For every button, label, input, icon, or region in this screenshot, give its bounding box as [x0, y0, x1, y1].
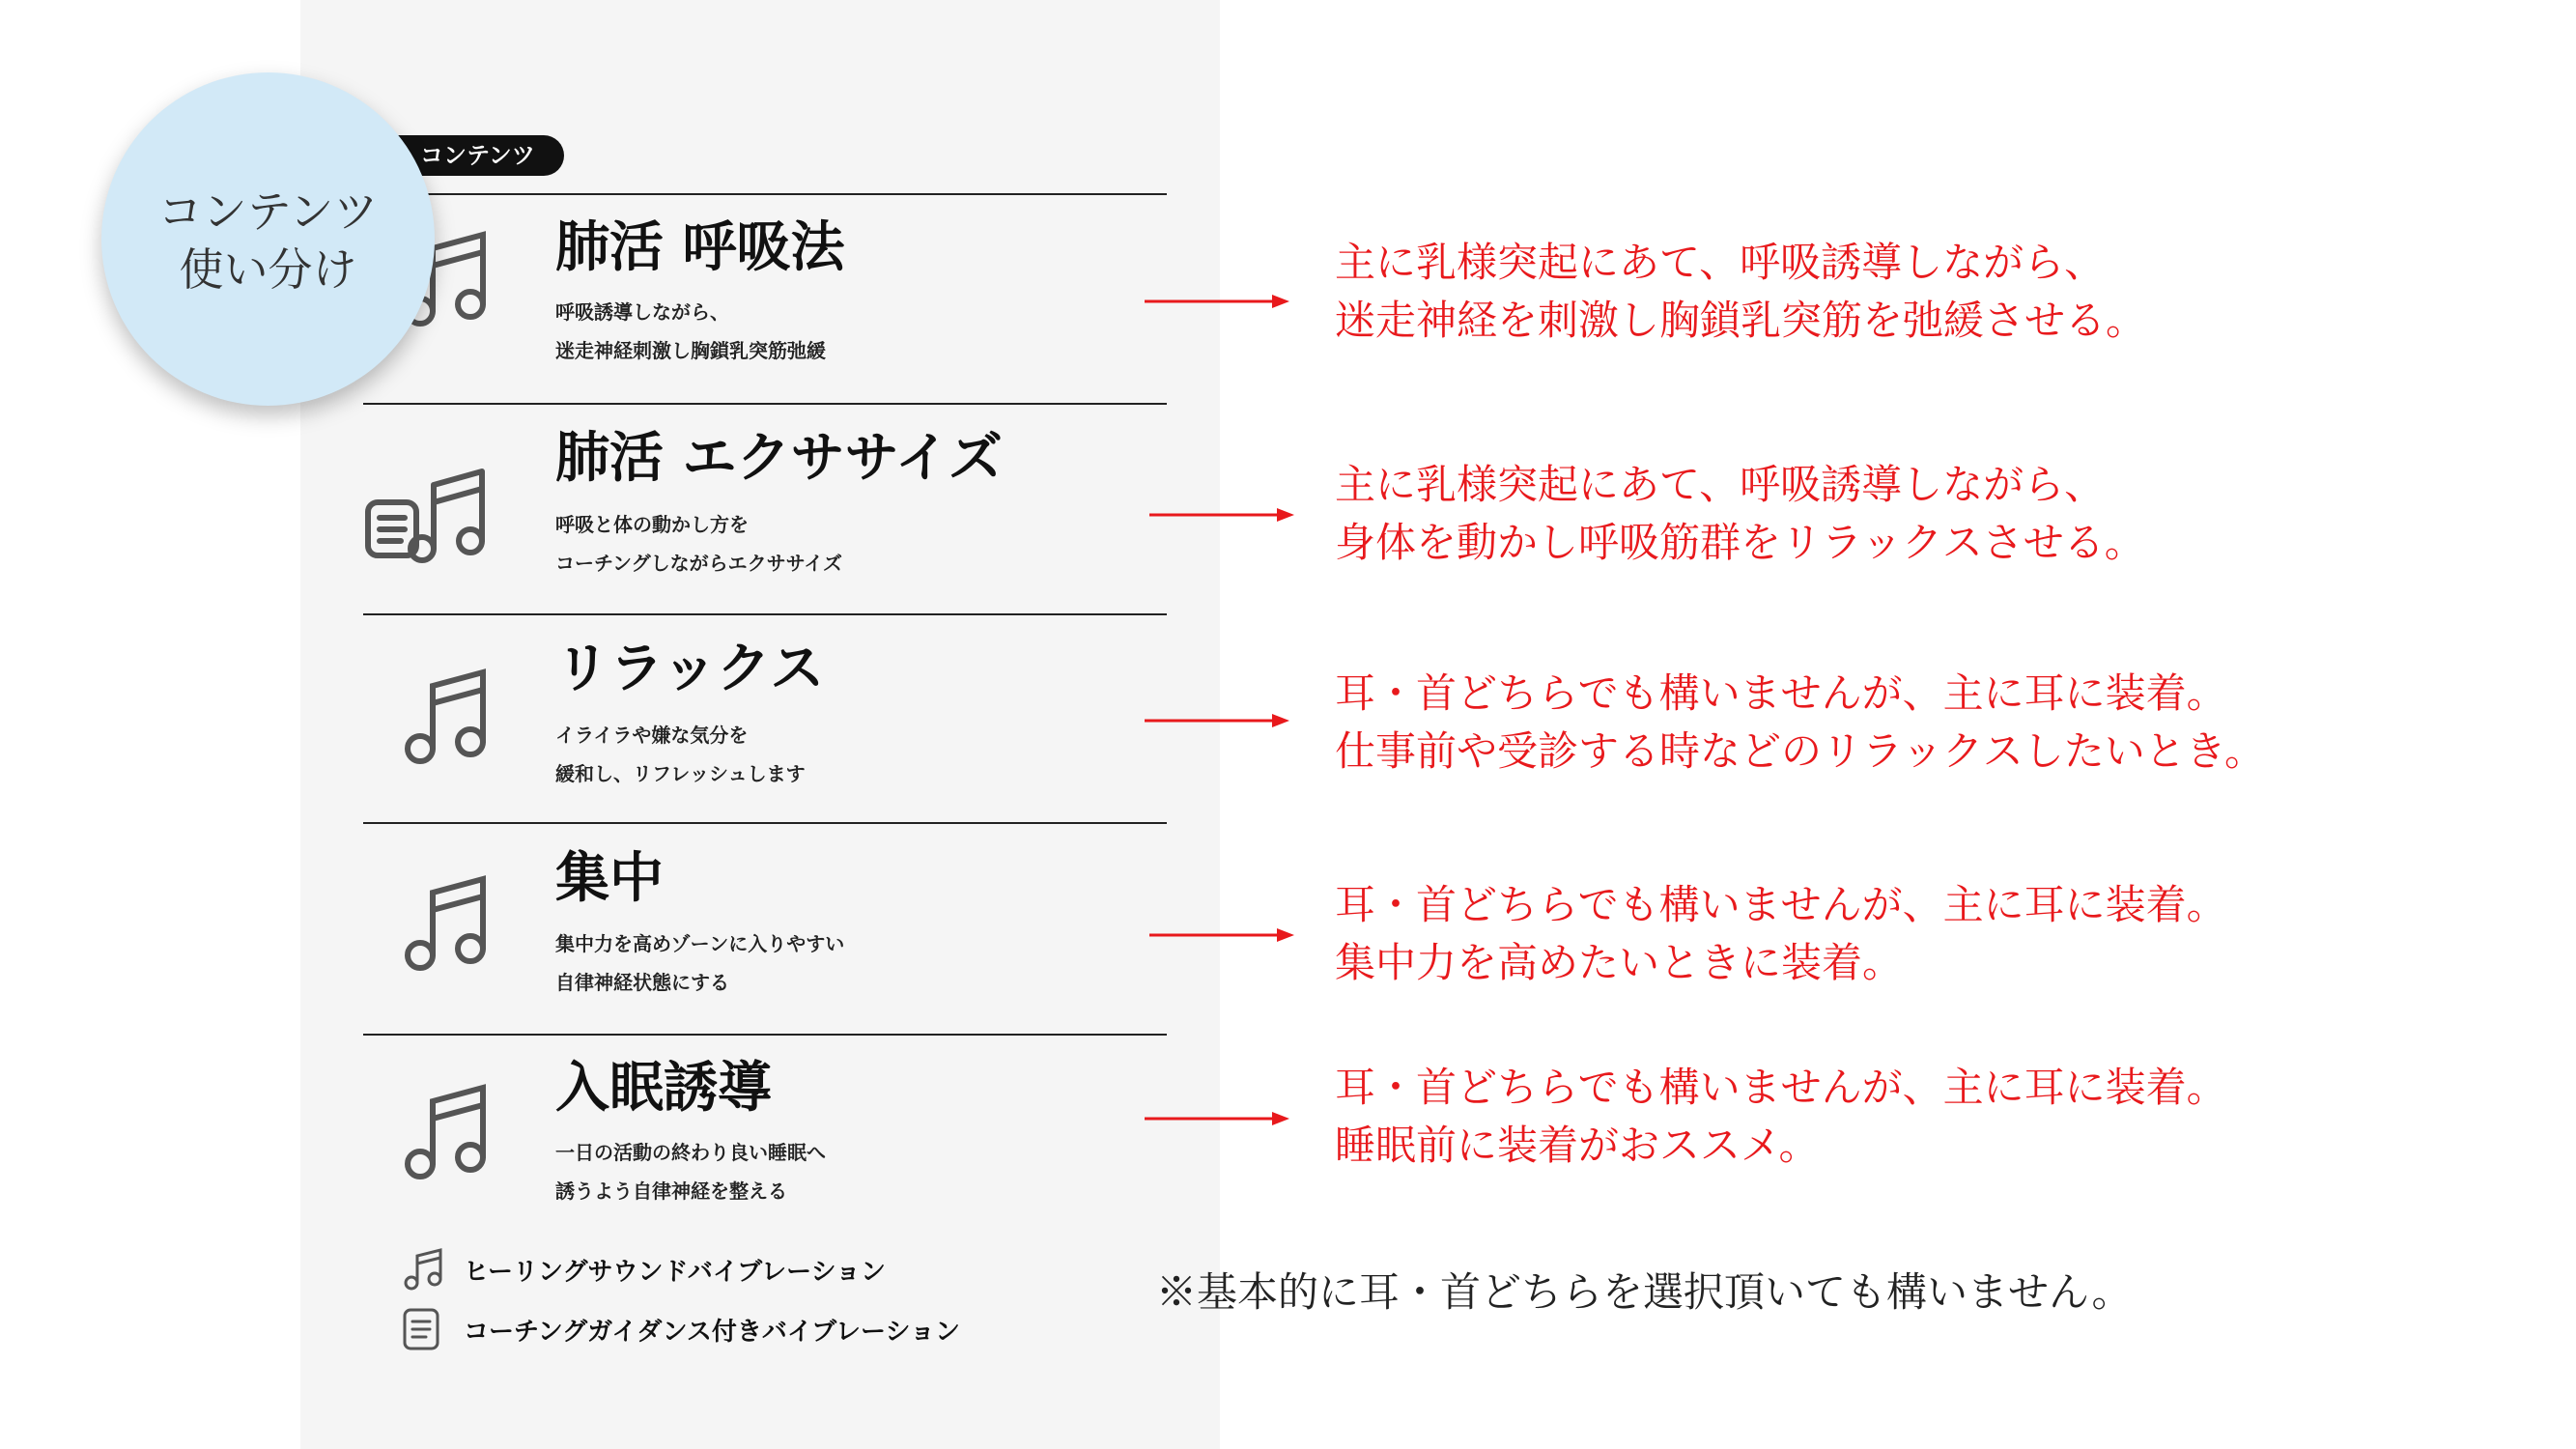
row-title: 集中 — [555, 847, 664, 910]
row-desc-line: コーチングしながらエクササイズ — [555, 552, 842, 575]
contents-usage-bubble — [101, 72, 435, 406]
music-note-icon[interactable] — [391, 871, 497, 978]
usage-note — [1335, 456, 2145, 572]
row-divider — [363, 193, 1167, 195]
note-line: 耳・首どちらでも構いませんが、主に耳に装着。 — [1335, 881, 2227, 928]
row-desc-line: 呼吸と体の動かし方を — [555, 513, 749, 536]
row-desc-line: 呼吸誘導しながら、 — [555, 300, 729, 324]
legend-label: コーチングガイダンス付きバイブレーション — [464, 1318, 961, 1347]
right-arrow-icon — [1145, 1109, 1289, 1128]
row-divider — [363, 822, 1167, 824]
document-icon — [401, 1306, 443, 1352]
note-line: 主に乳様突起にあて、呼吸誘導しながら、 — [1335, 239, 2106, 286]
note-line: 身体を動かし呼吸筋群をリラックスさせる。 — [1335, 519, 2145, 566]
note-line: 主に乳様突起にあて、呼吸誘導しながら、 — [1335, 461, 2106, 508]
note-line: 耳・首どちらでも構いませんが、主に耳に装着。 — [1335, 1064, 2227, 1111]
row-divider — [363, 1034, 1167, 1036]
right-arrow-icon — [1145, 711, 1289, 730]
row-desc-line: 一日の活動の終わり良い睡眠へ — [555, 1141, 826, 1164]
coaching-music-icon[interactable] — [362, 464, 497, 570]
music-note-icon — [401, 1246, 443, 1293]
usage-note — [1335, 234, 2146, 350]
row-title: 肺活 呼吸法 — [555, 216, 845, 279]
music-note-icon[interactable] — [391, 665, 497, 771]
footnote: ※基本的に耳・首どちらを選択頂いても構いません。 — [1156, 1268, 2133, 1316]
note-line: 仕事前や受診する時などのリラックスしたいとき。 — [1335, 727, 2266, 775]
note-line: 迷走神経を刺激し胸鎖乳突筋を弛緩させる。 — [1335, 297, 2147, 344]
row-desc-line: 緩和し、リフレッシュします — [555, 762, 806, 785]
row-desc-line: 誘うよう自律神経を整える — [555, 1179, 787, 1203]
music-note-icon[interactable] — [391, 1080, 497, 1186]
usage-note — [1335, 1059, 2227, 1175]
row-desc-line: 自律神経状態にする — [555, 971, 729, 994]
note-line: 耳・首どちらでも構いませんが、主に耳に装着。 — [1335, 669, 2227, 717]
row-title: リラックス — [555, 638, 825, 700]
usage-note — [1335, 665, 2265, 781]
row-title: 入眠誘導 — [555, 1057, 772, 1120]
row-divider — [363, 403, 1167, 405]
bubble-line: 使い分け — [179, 243, 357, 296]
row-desc-line: 集中力を高めゾーンに入りやすい — [555, 932, 845, 955]
legend-label: ヒーリングサウンドバイブレーション — [464, 1258, 887, 1287]
right-arrow-icon — [1145, 292, 1289, 311]
bubble-line: コンテンツ — [157, 185, 379, 238]
contents-header-pill: コンテンツ — [362, 135, 564, 176]
right-arrow-icon — [1149, 925, 1294, 945]
row-desc-line: 迷走神経刺激し胸鎖乳突筋弛緩 — [555, 339, 826, 362]
note-line: 睡眠前に装着がおススメ。 — [1335, 1122, 1820, 1169]
note-line: 集中力を高めたいときに装着。 — [1335, 939, 1904, 986]
usage-note — [1335, 876, 2227, 992]
row-desc-line: イライラや嫌な気分を — [555, 724, 749, 747]
row-title: 肺活 エクササイズ — [555, 427, 1004, 490]
row-divider — [363, 613, 1167, 615]
right-arrow-icon — [1149, 505, 1294, 525]
